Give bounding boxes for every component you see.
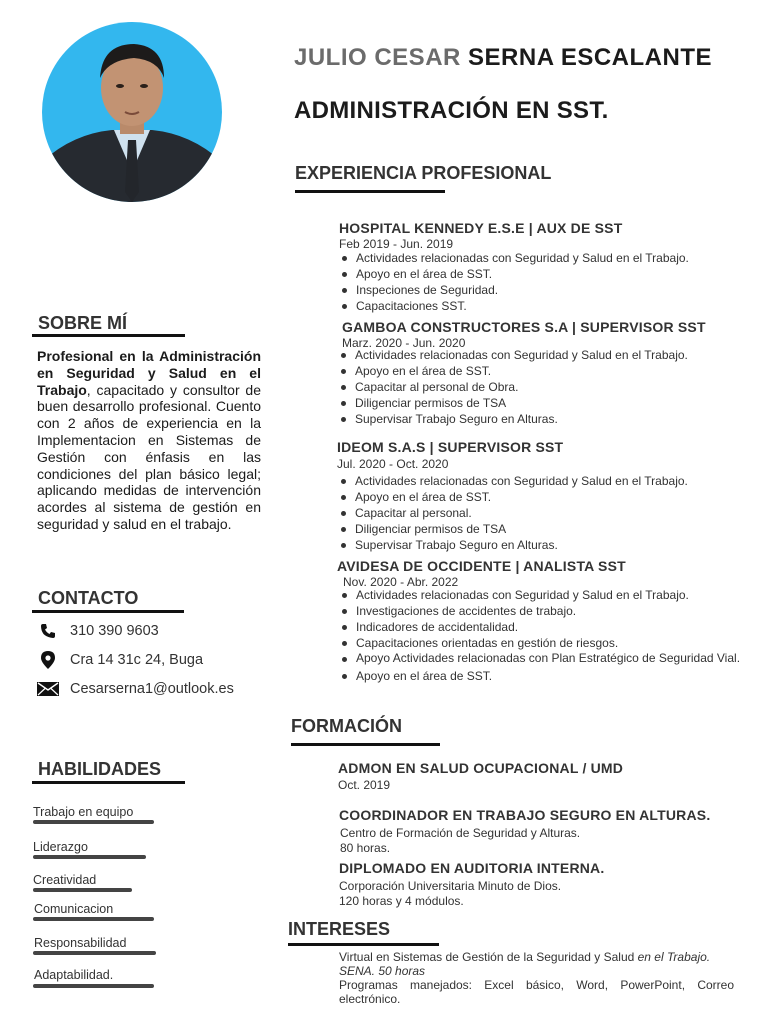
skill-bar: [33, 855, 146, 859]
list-item: Apoyo Actividades relacionadas con Plan Estratégico de Seguridad Vial.: [339, 651, 744, 668]
skill-bar: [33, 820, 154, 824]
education-heading: FORMACIÓN: [291, 716, 402, 736]
list-item: Diligenciar permisos de TSA: [338, 521, 688, 537]
skills-heading: HABILIDADES: [38, 759, 162, 779]
experience-heading: EXPERIENCIA PROFESIONAL: [295, 163, 552, 183]
list-item: Supervisar Trabajo Seguro en Alturas.: [338, 537, 688, 553]
skill-bar: [33, 984, 154, 988]
skill-label: Trabajo en equipo: [33, 805, 134, 819]
email-address[interactable]: Cesarserna1@outlook.es: [70, 681, 234, 697]
education-entry: [339, 860, 604, 908]
list-item: Supervisar Trabajo Seguro en Alturas.: [338, 411, 688, 427]
education-institution: Centro de Formación de Seguridad y Alturas.: [340, 826, 581, 840]
list-item: Apoyo en el área de SST.: [339, 668, 744, 684]
skill-label: Liderazgo: [33, 840, 88, 854]
list-item: Investigaciones de accidentes de trabajo.: [339, 603, 744, 619]
list-item: Diligenciar permisos de TSA: [338, 395, 688, 411]
location-pin-icon: [37, 651, 59, 669]
contact-email: [37, 678, 234, 700]
list-item: Capacitaciones orientadas en gestión de riesgos.: [339, 635, 744, 651]
list-item: Capacitaciones SST.: [339, 298, 689, 314]
contact-address: [37, 649, 203, 671]
job-title: IDEOM S.A.S | SUPERVISOR SST: [337, 439, 564, 455]
full-name: [294, 44, 712, 72]
skills-underline: [32, 781, 185, 784]
job-duties: [339, 587, 744, 684]
job-entry: [339, 220, 622, 251]
job-date: Marz. 2020 - Jun. 2020: [342, 336, 466, 350]
list-item: Indicadores de accidentalidad.: [339, 619, 744, 635]
profile-photo: [42, 22, 222, 202]
list-item: Actividades relacionadas con Seguridad y Salud en el Trabajo.: [338, 473, 688, 489]
interest-course-italic: en el Trabajo. SENA. 50 horas: [339, 950, 711, 978]
skill-label: Creatividad: [33, 873, 97, 887]
job-entry: [337, 439, 563, 471]
job-duties: [338, 473, 688, 553]
contact-underline: [32, 610, 184, 613]
envelope-icon: [37, 680, 59, 698]
contact-heading: CONTACTO: [38, 588, 139, 608]
education-title: DIPLOMADO EN AUDITORIA INTERNA.: [339, 860, 605, 876]
interest-course: Virtual en Sistemas de Gestión de la Seguridad y Salud: [339, 950, 638, 964]
education-hours: 120 horas y 4 módulos.: [339, 893, 464, 908]
list-item: Apoyo en el área de SST.: [339, 266, 689, 282]
job-role: ADMINISTRACIÓN EN SST.: [294, 97, 609, 124]
job-entry: [337, 558, 626, 589]
list-item: Apoyo en el área de SST.: [338, 363, 688, 379]
skill-bar: [33, 888, 132, 892]
skill-bar: [33, 917, 154, 921]
interests-text: [339, 950, 734, 1006]
last-name: SERNA ESCALANTE: [468, 44, 712, 71]
job-title: GAMBOA CONSTRUCTORES S.A | SUPERVISOR SST: [342, 319, 706, 335]
interest-programs: Programas manejados: Excel básico, Word, PowerPoint, Correo electrónico.: [339, 978, 734, 1006]
job-title: HOSPITAL KENNEDY E.S.E | AUX DE SST: [339, 220, 623, 236]
education-underline: [291, 743, 440, 746]
list-item: Apoyo en el área de SST.: [338, 489, 688, 505]
list-item: Actividades relacionadas con Seguridad y Salud en el Trabajo.: [339, 250, 689, 266]
education-entry: [338, 760, 623, 793]
list-item: Capacitar al personal de Obra.: [338, 379, 688, 395]
education-title: COORDINADOR EN TRABAJO SEGURO EN ALTURAS.: [339, 807, 711, 823]
skill-label: Responsabilidad: [34, 936, 127, 950]
skill-label: Adaptabilidad.: [34, 968, 114, 982]
interests-underline: [288, 943, 439, 946]
first-name: JULIO CESAR: [294, 44, 461, 71]
contact-phone: [37, 620, 159, 642]
education-hours: 80 horas.: [340, 840, 391, 855]
job-duties: [338, 347, 688, 427]
about-heading: SOBRE MÍ: [38, 313, 128, 333]
interests-heading: INTERESES: [288, 919, 391, 939]
job-entry: [342, 319, 706, 350]
experience-underline: [295, 190, 445, 193]
job-date: Feb 2019 - Jun. 2019: [339, 237, 454, 251]
job-date: Nov. 2020 - Abr. 2022: [343, 575, 459, 589]
list-item: Actividades relacionadas con Seguridad y Salud en el Trabajo.: [338, 347, 688, 363]
about-text: [37, 348, 261, 533]
about-bold: Profesional en la Administración en Seguridad y Salud en el Trabajo: [37, 348, 261, 398]
list-item: Inspeciones de Seguridad.: [339, 282, 689, 298]
about-underline: [32, 334, 185, 337]
job-duties: [339, 250, 689, 314]
education-title: ADMON EN SALUD OCUPACIONAL / UMD: [338, 760, 624, 776]
skill-label: Comunicacion: [34, 902, 114, 916]
education-date: Oct. 2019: [338, 778, 391, 792]
phone-icon: [37, 622, 59, 640]
about-body: , capacitado y consultor de buen desarrollo profesional. Cuento con 2 años de experiencia en la Implementacion en Sistemas de Gestión con énfasis en las condiciones del plan básico legal; aplicando medidas de intervención acordes al sistema de gestión en seguridad y salud en el trabajo.: [37, 381, 261, 532]
education-institution: Corporación Universitaria Minuto de Dios.: [339, 879, 562, 893]
education-entry: [339, 807, 710, 855]
address-text: Cra 14 31c 24, Buga: [70, 652, 204, 668]
phone-number[interactable]: 310 390 9603: [70, 623, 159, 639]
list-item: Actividades relacionadas con Seguridad y Salud en el Trabajo.: [339, 587, 744, 603]
job-title: AVIDESA DE OCCIDENTE | ANALISTA SST: [337, 558, 626, 574]
skill-bar: [33, 951, 156, 955]
list-item: Capacitar al personal.: [338, 505, 688, 521]
job-date: Jul. 2020 - Oct. 2020: [337, 457, 449, 471]
